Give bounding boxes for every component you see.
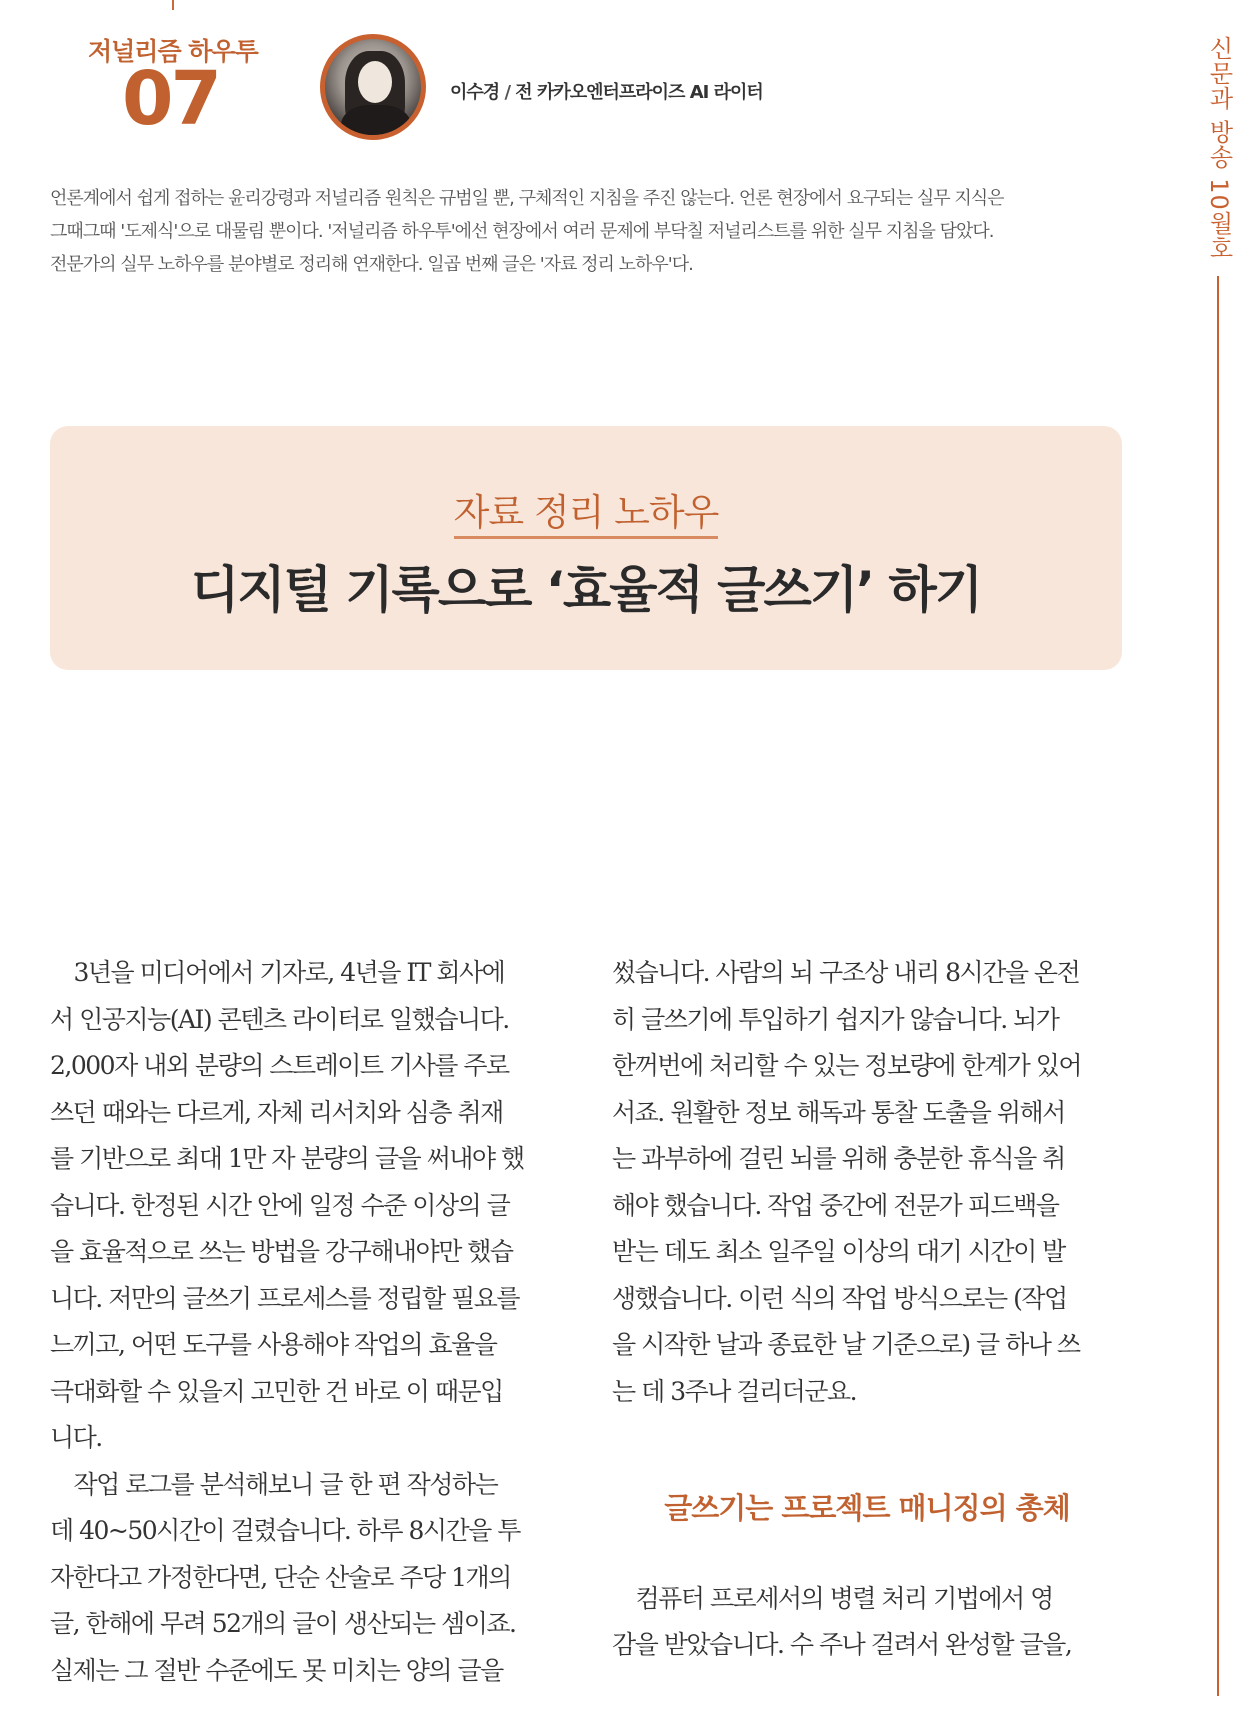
intro-paragraph <box>50 182 1130 281</box>
intro-line: 그때그때 '도제식'으로 대물림 뿐이다. '저널리즘 하우투'에선 현장에서 여러 문제에 부닥칠 저널리스트를 위한 실무 지침을 담았다. <box>50 221 994 242</box>
issue-number: 07 <box>122 56 219 142</box>
top-tick-mark <box>172 0 174 10</box>
intro-line: 언론계에서 쉽게 접하는 윤리강령과 저널리즘 원칙은 규범일 뿐, 구체적인 지침을 주진 않는다. 언론 현장에서 요구되는 실무 지식은 <box>50 188 1004 209</box>
author-byline: 이수경 / 전 카카오엔터프라이즈 AI 라이터 <box>450 82 763 103</box>
body-paragraph: 작업 로그를 분석해보니 글 한 편 작성하는 데 40~50시간이 걸렸습니다. 하루 8시간을 투 자한다고 가정한다면, 단순 산술로 주당 1개의 글, 한해에 무려 52개의 글이 생산되는 셈이죠. 실제는 그 절반 수준에도 못 미치는 양의 글을 <box>50 1469 520 1685</box>
author-name: 이수경 <box>450 82 500 103</box>
series-title: 저널리즘 하우투 <box>88 37 258 66</box>
body-column-left <box>50 950 560 1694</box>
article-kicker-text: 자료 정리 노하우 <box>454 491 719 539</box>
side-rule <box>1217 276 1219 1696</box>
section-subhead: 글쓰기는 프로젝트 매니징의 총체 <box>664 1491 1070 1525</box>
body-paragraph: 썼습니다. 사람의 뇌 구조상 내리 8시간을 온전 히 글쓰기에 투입하기 쉽지가 않습니다. 뇌가 한꺼번에 처리할 수 있는 정보량에 한계가 있어 서죠. 원활한 정보 해독과 통찰 도출을 위해서 는 과부하에 걸린 뇌를 위해 충분한 휴식을 취 해야 했습니다. 작업 중간에 전문가 피드백을 받는 데도 최소 일주일 이상의 대기 시간이 발 생했습니다. 이런 식의 작업 방식으로는 (작업 을 시작한 날과 종료한 날 기준으로) 글 하나 쓰 는 데 3주나 걸리더군요. <box>612 958 1082 1406</box>
body-paragraph: 3년을 미디어에서 기자로, 4년을 IT 회사에 서 인공지능(AI) 콘텐츠 라이터로 일했습니다. 2,000자 내외 분량의 스트레이트 기사를 주로 쓰던 때와는 다르게, 자체 리서치와 심층 취재 를 기반으로 최대 1만 자 분량의 글을 써내야 했 습니다. 한정된 시간 안에 일정 수준 이상의 글 을 효율적으로 쓰는 방법을 강구해내야만 했습 니다. 저만의 글쓰기 프로세스를 정립할 필요를 느끼고, 어떤 도구를 사용해야 작업의 효율을 극대화할 수 있을지 고민한 건 바로 이 때문입 니다. <box>50 958 524 1452</box>
publication-side-label: 신문과 방송 10월호 <box>1205 36 1233 261</box>
body-column-right <box>612 950 1122 1669</box>
body-paragraph: 컴퓨터 프로세서의 병렬 처리 기법에서 영 감을 받았습니다. 수 주나 걸려서 완성할 글을, <box>612 1583 1072 1659</box>
article-title-box <box>50 426 1122 670</box>
author-photo <box>320 34 426 140</box>
article-kicker <box>50 482 1122 536</box>
author-role: 전 카카오엔터프라이즈 AI 라이터 <box>515 82 763 103</box>
intro-line: 전문가의 실무 노하우를 분야별로 정리해 연재한다. 일곱 번째 글은 '자료 정리 노하우'다. <box>50 254 693 275</box>
article-title: 디지털 기록으로 ‘효율적 글쓰기’ 하기 <box>190 561 982 619</box>
